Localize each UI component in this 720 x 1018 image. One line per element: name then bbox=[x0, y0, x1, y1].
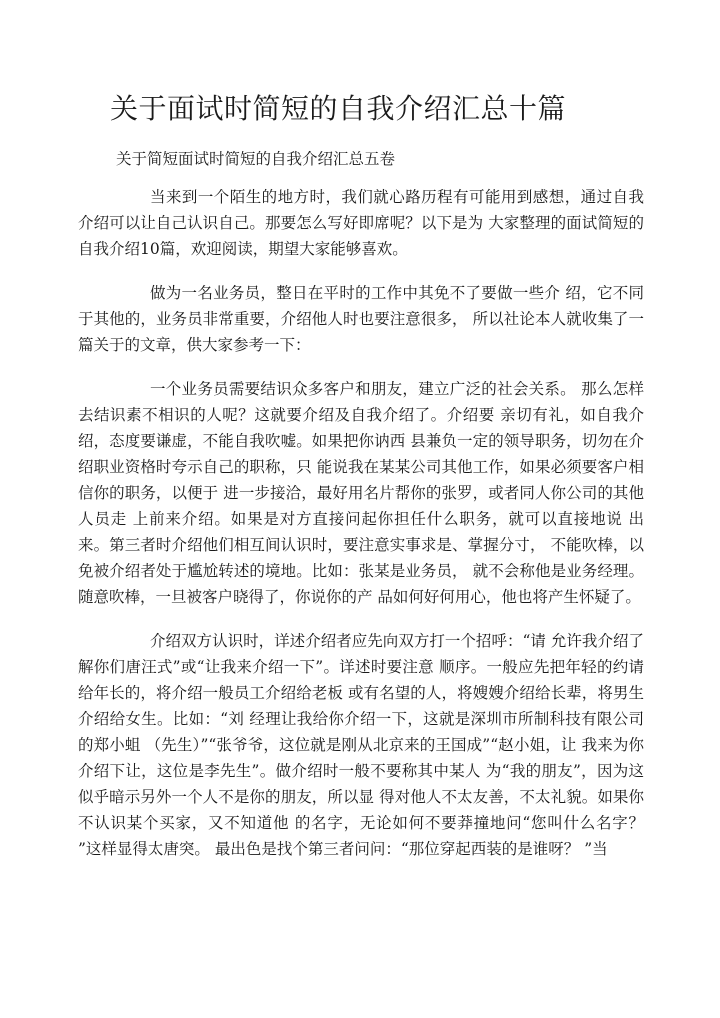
document-subtitle: 关于简短面试时简短的自我介绍汇总五卷 bbox=[116, 150, 396, 168]
paragraph-mutual-introduction: 介绍双方认识时，详述介绍者应先向双方打一个招呼：“请 允许我介绍了解你们唐汪式”或“让我来介绍一下”。详述时要注意 顺序。一般应先把年轻的约请给年长的，将介绍一般员工介绍给老板 或有名望的人，将嫂嫂介绍给长辈，将男生介绍给女生。比如：“刘 经理让我给你介绍一下，这就是深圳市所制科技有限公司的郑小蛆 （先生）”“张爷爷，这位就是刚从北京来的王国成”“赵小姐，让 我来为你介绍下让，这位是李先生”。做介绍时一般不要称其中某人 为“我的朋友”，因为这似乎暗示另外一个人不是你的朋友，所以显 得对他人不太友善，不太礼貌。如果你不认识某个买家，又不知道他 的名字，无论如何不要莽撞地问“您叫什么名字？ ”这样显得太唐突。 最出色是找个第三者问问：“那位穿起西装的是谁呀？ ”当 bbox=[78, 632, 644, 858]
paragraph-self-introduction: 一个业务员需要结识众多客户和朋友，建立广泛的社会关系。 那么怎样去结识素不相识的人呢？这就要介绍及自我介绍了。介绍要 亲切有礼，如自我介绍，态度要谦虚，不能自我吹嘘。如果把你讷西 县兼负一定的领导职务，切勿在介绍职业资格时夸示自己的职称，只 能说我在某某公司其他工作，如果必须要客户相信你的职务，以便于 进一步接洽，最好用名片帮你的张罗，或者同人你公司的其他人员走 上前来介绍。如果是对方直接问起你担任什么职务，就可以直接地说 出来。第三者时介绍他们相互间认识时，要注意实事求是、掌握分寸， 不能吹棒，以免被介绍者处于尴尬转述的境地。比如：张某是业务员， 就不会称他是业务经理。随意吹棒，一旦被客户晓得了，你说你的产 品如何好何用心，他也将产生怀疑了。 bbox=[78, 380, 644, 606]
paragraph-intro: 当来到一个陌生的地方时，我们就心路历程有可能用到感想，通过自我介绍可以让自己认识自己。那要怎么写好即席呢？以下是为 大家整理的面试简短的自我介绍10篇，欢迎阅读，期望大家能够喜欢。 bbox=[78, 188, 644, 258]
paragraph-salesperson: 做为一名业务员，整日在平时的工作中其免不了要做一些介 绍，它不同于其他的，业务员非常重要，介绍他人时也要注意很多， 所以社论本人就收集了一篇关于的文章，供大家参考一下： bbox=[78, 284, 644, 354]
document-title: 关于面试时简短的自我介绍汇总十篇 bbox=[110, 92, 567, 125]
document-body bbox=[78, 184, 644, 880]
